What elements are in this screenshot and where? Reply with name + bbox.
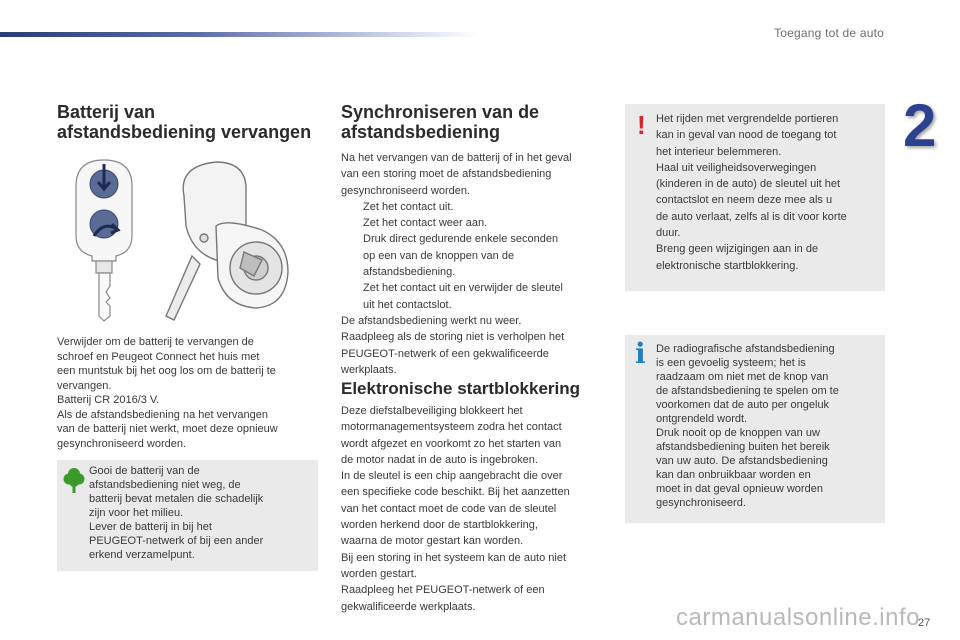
info-text	[656, 342, 882, 510]
text-line: Druk direct gedurende enkele seconden	[363, 233, 559, 246]
text-line: moet in dat geval opnieuw worden	[656, 483, 823, 495]
key-remote-illustration	[66, 156, 316, 329]
text-line: van een storing moet de afstandsbediening	[341, 168, 552, 181]
text-line: Zet het contact uit.	[363, 200, 454, 213]
sync-step	[341, 199, 606, 215]
text-line: Gooi de batterij van de	[89, 465, 200, 477]
tree-icon	[63, 466, 85, 499]
text-line: De afstandsbediening werkt nu weer.	[341, 314, 522, 327]
text-line: wordt afgezet en voorkomt zo het starten van	[341, 437, 562, 450]
text-line: Bij een storing in het systeem kan de auto niet	[341, 551, 567, 564]
eco-note-text	[89, 464, 314, 562]
text-line: Deze diefstalbeveiliging blokkeert het	[341, 405, 523, 417]
text-line: erkend verzamelpunt.	[89, 549, 195, 561]
key-back-view	[166, 162, 288, 320]
text-line: van uw auto. De afstandsbediening	[656, 455, 828, 467]
sync-step	[341, 215, 606, 231]
battery-instructions	[57, 335, 317, 451]
info-icon: i	[635, 337, 646, 370]
text-line: zijn voor het milieu.	[89, 507, 184, 519]
text-line: afstandsbediening.	[363, 266, 456, 279]
watermark: carmanualsonline.info	[676, 604, 920, 631]
text-line: Batterij CR 2016/3 V.	[57, 394, 160, 406]
page-section-title: Toegang tot de auto	[774, 26, 884, 40]
text-line: van het contact moet de code van de sleutel	[341, 502, 557, 515]
sync-step	[341, 280, 606, 313]
text-line: worden gestart.	[341, 567, 417, 580]
warning-text	[656, 111, 882, 274]
text-line: Zet het contact uit en verwijder de sleutel	[363, 282, 563, 295]
text-line: gekwalificeerde werkplaats.	[341, 600, 476, 613]
text-line: Breng geen wijzigingen aan in de	[656, 243, 819, 256]
text-line: uit het contactslot.	[363, 298, 452, 311]
text-line: gesynchroniseerd worden.	[57, 437, 187, 450]
page-number: 27	[918, 617, 931, 629]
immobiliser-text	[341, 403, 606, 615]
immobiliser-section-title: Elektronische startblokkering	[341, 379, 581, 398]
text-line: werkplaats.	[341, 363, 397, 376]
text-line: De radiografische afstandsbediening	[656, 343, 835, 355]
text-line: kan dan onbruikbaar worden en	[656, 469, 811, 481]
warning-exclamation-icon: !	[637, 110, 646, 140]
sync-instructions	[341, 150, 606, 378]
text-line: Raadpleeg het PEUGEOT-netwerk of een	[341, 584, 545, 597]
text-line: contactslot en neem deze mee als u	[656, 194, 833, 207]
text-line: de motor nadat in de auto is ingebroken.	[341, 453, 538, 466]
text-line: worden herkend door de startblokkering,	[341, 519, 538, 532]
text-line: motormanagementsysteem zodra het contact	[341, 421, 562, 434]
text-line: In de sleutel is een chip aangebracht die over	[341, 470, 563, 483]
battery-title-line: Batterij van	[57, 102, 156, 122]
battery-section-title	[57, 103, 327, 143]
text-line: de auto verlaat, zelfs al is dit voor korte	[656, 210, 847, 223]
text-line: Als de afstandsbediening na het vervangen	[57, 408, 268, 421]
text-line: Raadpleeg als de storing niet is verholpen het	[341, 331, 565, 344]
text-line: raadzaam om niet met de knop van	[656, 371, 829, 383]
text-line: is een gevoelig systeem; het is	[656, 357, 806, 369]
text-line: (kinderen in de auto) de sleutel uit het	[656, 178, 841, 191]
text-line: Na het vervangen van de batterij of in het geval	[341, 152, 572, 164]
text-line: afstandsbediening niet weg, de	[89, 479, 241, 491]
text-line: duur.	[656, 227, 681, 240]
text-line: de afstandsbediening te spelen om te	[656, 385, 839, 397]
text-line: waarna de motor gestart kan worden.	[341, 535, 524, 548]
text-line: PEUGEOT-netwerk of bij een ander	[89, 535, 264, 547]
text-line: gesynchroniseerd.	[656, 497, 746, 509]
text-line: PEUGEOT-netwerk of een gekwalificeerde	[341, 347, 549, 360]
text-line: batterij bevat metalen die schadelijk	[89, 493, 264, 505]
text-line: schroef en Peugeot Connect het huis met	[57, 350, 260, 363]
sync-step	[341, 231, 606, 280]
text-line: ontgrendeld wordt.	[656, 413, 748, 425]
key-battery-replacement-diagram	[66, 156, 316, 324]
text-line: Verwijder om de batterij te vervangen de	[57, 336, 254, 348]
text-line: Lever de batterij in bij het	[89, 521, 212, 533]
text-line: kan in geval van nood de toegang tot	[656, 129, 837, 142]
text-line: Druk nooit op de knoppen van uw	[656, 427, 820, 439]
text-line: Het rijden met vergrendelde portieren	[656, 113, 839, 125]
sync-title-line: afstandsbediening	[341, 121, 501, 142]
text-line: van de batterij niet werkt, moet deze opnieuw	[57, 423, 278, 435]
text-line: voorkomen dat de auto per ongeluk	[656, 399, 830, 411]
battery-title-line: afstandsbediening vervangen	[57, 121, 312, 142]
chapter-number: 2	[903, 92, 937, 159]
text-line: afstandsbediening buiten het bereik	[656, 441, 830, 453]
sync-title-line: Synchroniseren van de	[341, 102, 540, 122]
text-line: Zet het contact weer aan.	[363, 217, 488, 230]
sync-section-title	[341, 103, 611, 143]
text-line: vervangen.	[57, 379, 112, 392]
text-line: een specifieke code beschikt. Bij het aanzetten	[341, 486, 570, 499]
text-line: op een van de knoppen van de	[363, 249, 515, 262]
text-line: een muntstuk bij het oog los om de batterij te	[57, 365, 276, 377]
text-line: Haal uit veiligheidsoverwegingen	[656, 161, 817, 174]
text-line: elektronische startblokkering.	[656, 259, 799, 272]
header-gradient-bar	[0, 32, 480, 37]
text-line: gesynchroniseerd worden.	[341, 184, 471, 197]
text-line: het interieur belemmeren.	[656, 145, 782, 158]
